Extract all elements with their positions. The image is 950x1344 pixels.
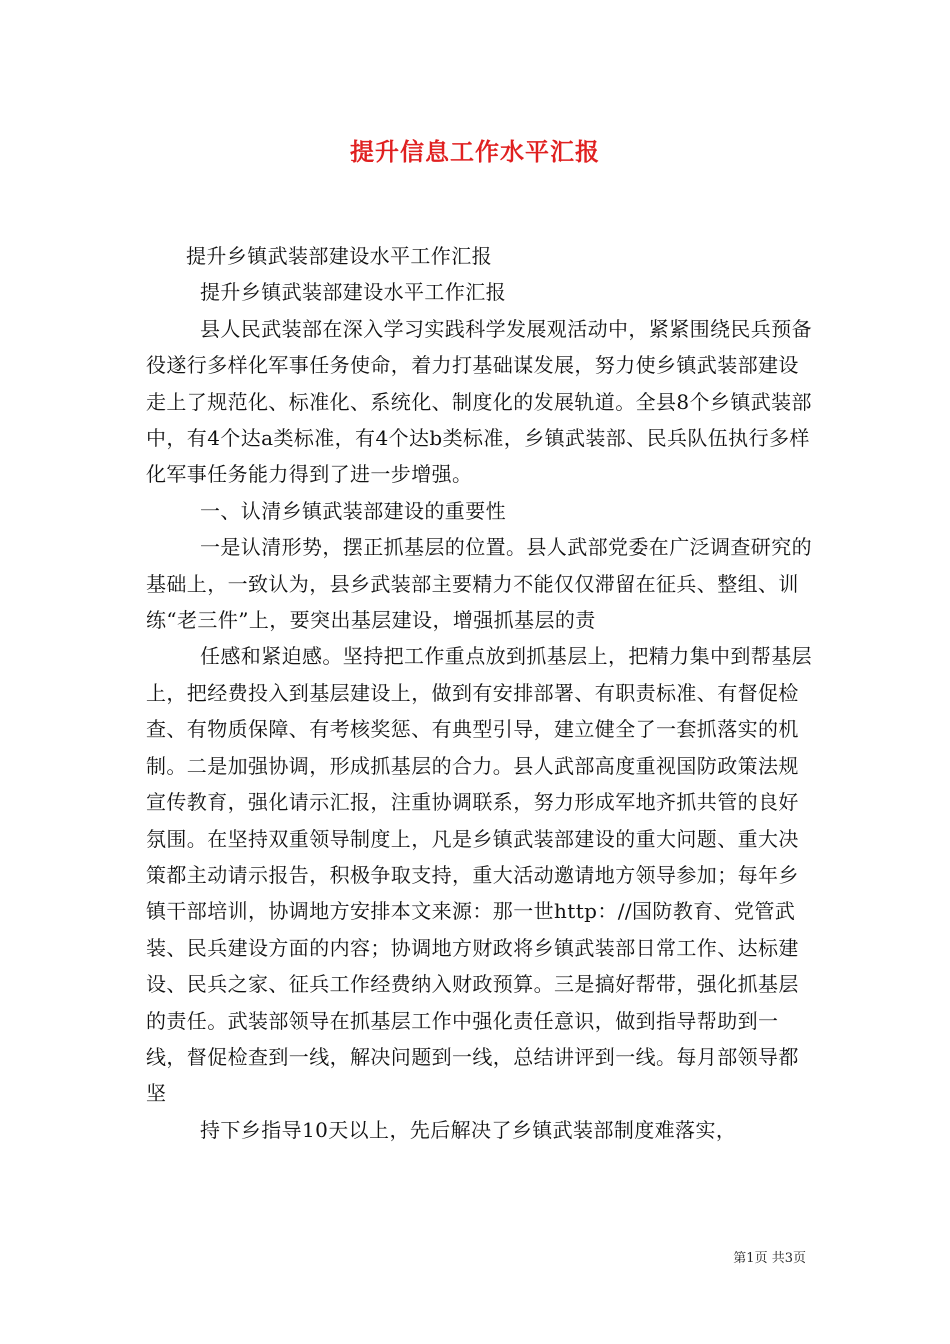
footer-prefix: 第 <box>733 1251 747 1266</box>
paragraph-subtitle-repeat: 提升乡镇武装部建设水平工作汇报 <box>200 280 506 305</box>
paragraph-intro: 县人民武装部在深入学习实践科学发展观活动中，紧紧围绕民兵预备役遂行多样化军事任务使命，着力打基础谋发展，努力使乡镇武装部建设走上了规范化、标准化、系统化、制度化的发展轨道。全县8个乡镇武装部中，有4个达a类标准，有4个达b类标准，乡镇武装部、民兵队伍执行多样化军事任务能力得到了进一步增强。 <box>146 316 812 487</box>
document-title: 提升信息工作水平汇报 <box>350 137 600 166</box>
page-number-footer <box>733 1247 806 1266</box>
paragraph-body-2: 任感和紧迫感。坚持把工作重点放到抓基层上，把精力集中到帮基层上，把经费投入到基层建设上，做到有安排部署、有职责标准、有督促检查、有物质保障、有考核奖惩、有典型引导，建立健全了一套抓落实的机制。二是加强协调，形成抓基层的合力。县人武部高度重视国防政策法规宣传教育，强化请示汇报，注重协调联系，努力形成军地齐抓共管的良好氛围。在坚持双重领导制度上，凡是乡镇武装部建设的重大问题、重大决策都主动请示报告，积极争取支持，重大活动邀请地方领导参加；每年乡镇干部培训，协调地方安排本文来源：那一世http：//国防教育、党管武装、民兵建设方面的内容；协调地方财政将乡镇武装部日常工作、达标建设、民兵之家、征兵工作经费纳入财政预算。三是搞好帮带，强化抓基层的责任。武装部领导在抓基层工作中强化责任意识，做到指导帮助到一线，督促检查到一线，解决问题到一线，总结讲评到一线。每月部领导都坚 <box>146 644 812 1106</box>
paragraph-body-1: 一是认清形势，摆正抓基层的位置。县人武部党委在广泛调查研究的基础上，一致认为，县乡武装部主要精力不能仅仅滞留在征兵、整组、训练“老三件”上，要突出基层建设，增强抓基层的责 <box>146 535 812 633</box>
document-body <box>146 238 814 1148</box>
section-heading: 一、认清乡镇武装部建设的重要性 <box>200 498 506 523</box>
footer-current-page: 1 <box>746 1251 755 1266</box>
paragraph-subtitle: 提升乡镇武装部建设水平工作汇报 <box>186 244 492 268</box>
footer-middle: 页 共 <box>754 1251 785 1266</box>
footer-total-pages: 3 <box>784 1251 793 1266</box>
footer-suffix: 页 <box>792 1251 806 1266</box>
paragraph-body-3: 持下乡指导10天以上，先后解决了乡镇武装部制度难落实， <box>200 1117 737 1142</box>
